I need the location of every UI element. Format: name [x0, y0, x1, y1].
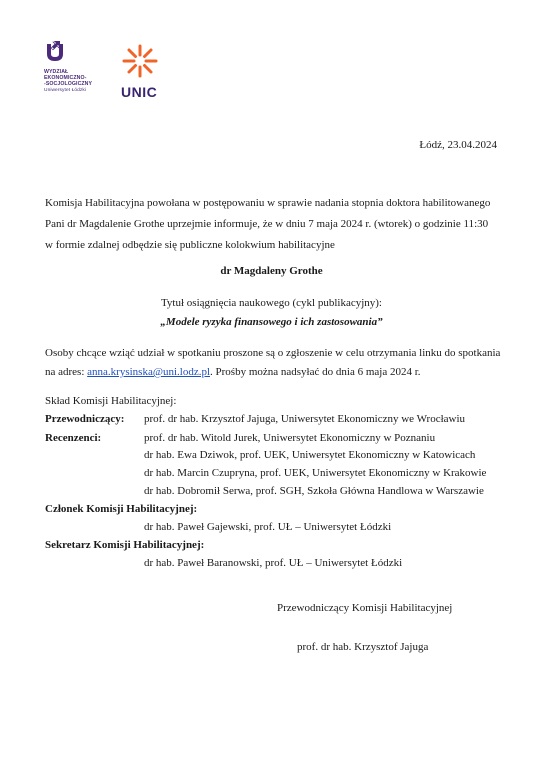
intro-line: Pani dr Magdalenie Grothe uprzejmie informuje, że w dniu 7 maja 2024 r. (wtorek) o godzinie 11:30 — [45, 218, 489, 230]
contact-line: Osoby chcące wziąć udział w spotkaniu proszone są o zgłoszenie w celu otrzymania linku do spotkania — [45, 347, 501, 359]
achievement-title: „Modele ryzyka finansowego i ich zastosowania” — [160, 316, 383, 328]
unic-logo — [120, 44, 164, 100]
contact-line-2 — [45, 365, 498, 379]
chair-name: prof. dr hab. Krzysztof Jajuga, Uniwersytet Ekonomiczny we Wrocławiu — [144, 413, 466, 425]
reviewer-item: dr hab. Ewa Dziwok, prof. UEK, Uniwersytet Ekonomiczny w Katowicach — [144, 449, 476, 461]
contact-suffix: . Prośby można nadsyłać do dnia 6 maja 2024 r. — [210, 366, 421, 378]
achievement-label: Tytuł osiągnięcia naukowego (cykl publikacyjny): — [160, 297, 382, 309]
document-date: Łódź, 23.04.2024 — [419, 139, 497, 151]
reviewer-item: prof. dr hab. Witold Jurek, Uniwersytet Ekonomiczny w Poznaniu — [144, 432, 436, 444]
intro-line: w formie zdalnej odbędzie się publiczne kolokwium habilitacyjne — [45, 239, 335, 251]
chair-label: Przewodniczący: — [45, 413, 125, 425]
unic-wordmark: UNIC — [121, 84, 158, 100]
signature-name: prof. dr hab. Krzysztof Jajuga — [297, 641, 429, 653]
member-label: Członek Komisji Habilitacyjnej: — [45, 503, 198, 515]
committee-heading: Skład Komisji Habilitacyjnej: — [45, 395, 177, 407]
reviewer-item: dr hab. Marcin Czupryna, prof. UEK, Uniwersytet Ekonomiczny w Krakowie — [144, 467, 487, 479]
secretary-name: dr hab. Paweł Baranowski, prof. UŁ – Uniwersytet Łódzki — [144, 557, 403, 569]
contact-prefix: na adres: — [45, 366, 88, 378]
faculty-name-line: -SOCJOLOGICZNY — [44, 81, 93, 88]
intro-line: Komisja Habilitacyjna powołana w postępowaniu w sprawie nadania stopnia doktora habilitowanego — [45, 197, 491, 209]
secretary-label: Sekretarz Komisji Habilitacyjnej: — [45, 539, 205, 551]
faculty-logo-mark-icon — [44, 40, 66, 64]
signature-role: Przewodniczący Komisji Habilitacyjnej — [277, 602, 453, 614]
faculty-university: Uniwersytet Łódzki — [44, 87, 87, 93]
faculty-name-line: WYDZIAŁ — [44, 69, 69, 75]
reviewers-label: Recenzenci: — [45, 432, 102, 444]
unic-sun-icon — [120, 44, 160, 78]
reviewer-item: dr hab. Dobromił Serwa, prof. SGH, Szkoła Główna Handlowa w Warszawie — [144, 485, 484, 497]
member-name: dr hab. Paweł Gajewski, prof. UŁ – Uniwersytet Łódzki — [144, 521, 392, 533]
contact-email-link[interactable]: anna.krysinska@uni.lodz.pl — [87, 366, 211, 378]
candidate-name: dr Magdaleny Grothe — [220, 265, 323, 277]
faculty-name-line: EKONOMICZNO- — [44, 75, 87, 82]
faculty-logo — [44, 40, 114, 94]
